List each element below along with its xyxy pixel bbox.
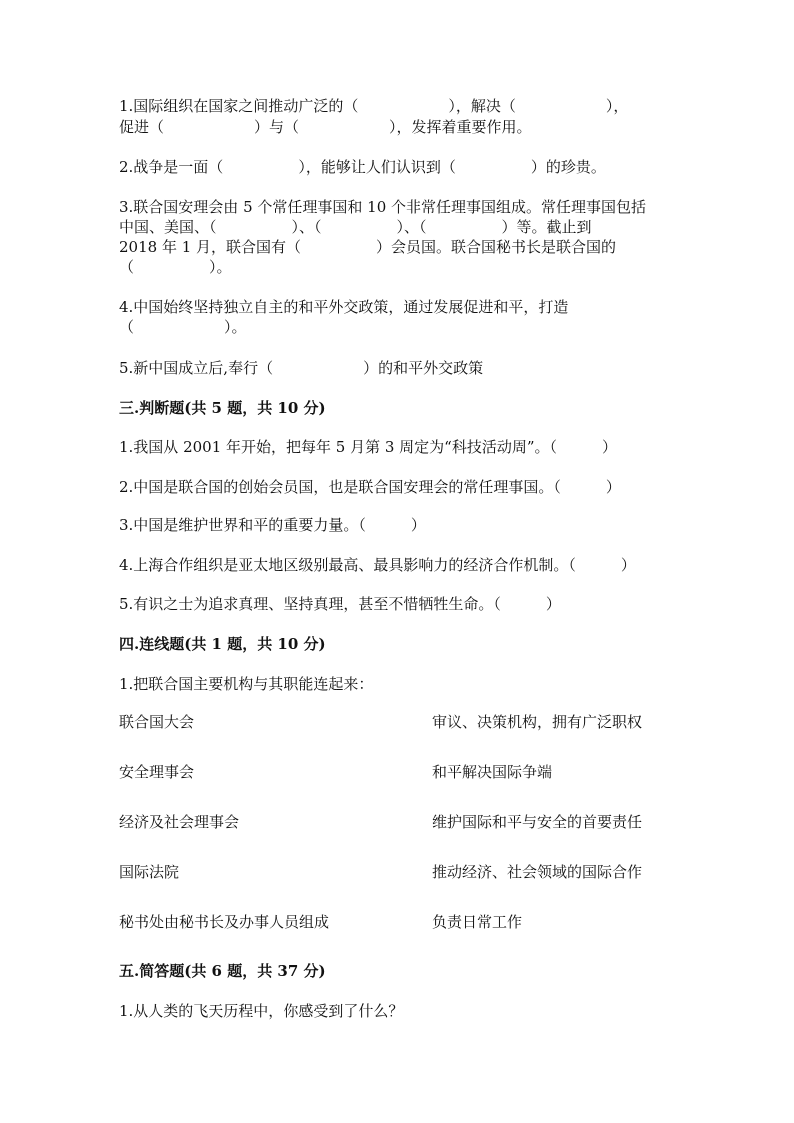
section-heading-match: 四.连线题(共 1 题，共 10 分)	[119, 635, 326, 653]
match-left-item: 安全理事会	[119, 763, 195, 781]
match-right-item: 负责日常工作	[432, 913, 523, 931]
fill-q1-line1: 1.国际组织在国家之间推动广泛的（ ），解决（ ），	[119, 97, 629, 115]
match-left-item: 国际法院	[119, 863, 180, 881]
fill-q4-line2: （ ）。	[119, 318, 247, 336]
section-heading-short: 五.简答题(共 6 题，共 37 分)	[119, 962, 326, 980]
fill-q3-line2: 中国、美国、（ ）、（ ）、（ ）等。截止到	[119, 218, 592, 236]
match-left-item: 联合国大会	[119, 713, 195, 731]
fill-q4-line1: 4.中国始终坚持独立自主的和平外交政策，通过发展促进和平，打造	[119, 298, 569, 316]
match-right-item: 审议、决策机构，拥有广泛职权	[432, 713, 643, 731]
fill-q3-line1: 3.联合国安理会由 5 个常任理事国和 10 个非常任理事国组成。常任理事国包括	[119, 198, 647, 216]
fill-q3-line4: （ ）。	[119, 258, 232, 276]
match-right-item: 维护国际和平与安全的首要责任	[432, 813, 643, 831]
short-q1: 1.从人类的飞天历程中，你感受到了什么？	[119, 1002, 404, 1020]
match-left-item: 秘书处由秘书长及办事人员组成	[119, 913, 330, 931]
judge-item: 5.有识之士为追求真理、坚持真理，甚至不惜牺牲生命。（ ）	[119, 595, 561, 613]
judge-item: 4.上海合作组织是亚太地区级别最高、最具影响力的经济合作机制。（ ）	[119, 556, 636, 574]
fill-q1-line2: 促进（ ）与（ ），发挥着重要作用。	[119, 118, 532, 136]
fill-q3-line3: 2018 年 1 月，联合国有（ ）会员国。联合国秘书长是联合国的	[119, 238, 617, 256]
match-left-item: 经济及社会理事会	[119, 813, 240, 831]
fill-q5: 5.新中国成立后,奉行（ ）的和平外交政策	[119, 359, 484, 377]
match-right-item: 和平解决国际争端	[432, 763, 553, 781]
match-prompt: 1.把联合国主要机构与其职能连起来：	[119, 675, 374, 693]
section-heading-judge: 三.判断题(共 5 题，共 10 分)	[119, 399, 326, 417]
judge-item: 1.我国从 2001 年开始，把每年 5 月第 3 周定为“科技活动周”。（ ）	[119, 438, 618, 456]
judge-item: 3.中国是维护世界和平的重要力量。（ ）	[119, 516, 426, 534]
match-right-item: 推动经济、社会领域的国际合作	[432, 863, 643, 881]
fill-q2: 2.战争是一面（ ），能够让人们认识到（ ）的珍贵。	[119, 158, 606, 176]
judge-item: 2.中国是联合国的创始会员国，也是联合国安理会的常任理事国。（ ）	[119, 478, 621, 496]
